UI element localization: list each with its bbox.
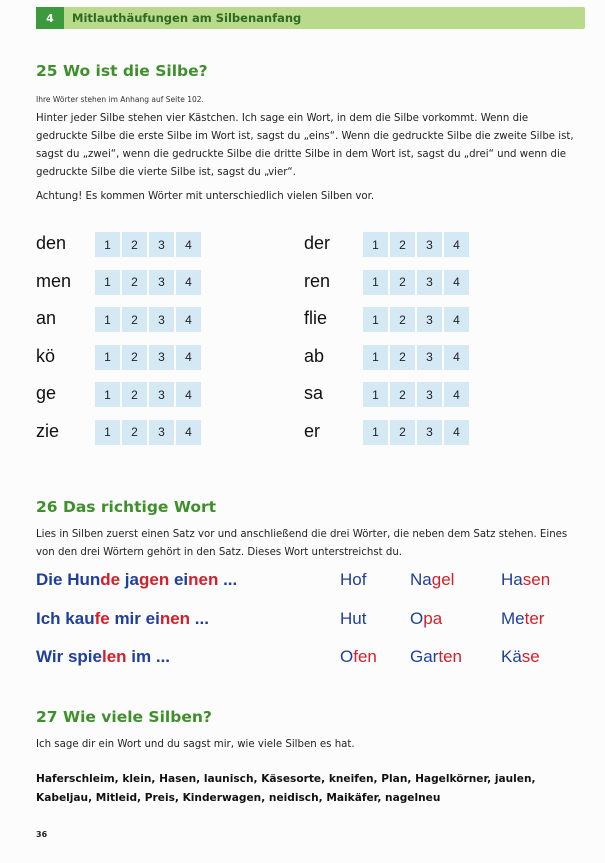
number-box-group bbox=[95, 345, 201, 370]
number-box-3[interactable]: 3 bbox=[417, 307, 442, 332]
number-box-3[interactable]: 3 bbox=[149, 345, 174, 370]
syllable-segment: ei bbox=[145, 609, 160, 628]
number-box-1[interactable]: 1 bbox=[95, 382, 120, 407]
syllable-segment: O bbox=[340, 647, 354, 666]
section-27-title: 27 Wie viele Silben? bbox=[36, 708, 212, 726]
number-box-group bbox=[363, 420, 469, 445]
number-box-1[interactable]: 1 bbox=[363, 232, 388, 257]
syllable-segment: Hun bbox=[67, 570, 101, 589]
syllable-left-3: an bbox=[36, 308, 57, 328]
number-box-2[interactable]: 2 bbox=[390, 420, 415, 445]
number-box-4[interactable]: 4 bbox=[176, 382, 201, 407]
syllable-left-2: men bbox=[36, 270, 72, 291]
number-box-4[interactable]: 4 bbox=[444, 382, 469, 407]
word-option-3-2[interactable] bbox=[410, 647, 462, 667]
chapter-title: Mitlauthäufungen am Silbenanfang bbox=[72, 11, 302, 25]
syllable-segment: ten bbox=[438, 647, 462, 666]
number-box-3[interactable]: 3 bbox=[417, 232, 442, 257]
number-box-2[interactable]: 2 bbox=[390, 345, 415, 370]
number-box-group bbox=[363, 382, 469, 407]
section-25-paragraph: Hinter jeder Silbe stehen vier Kästchen. Ich sage ein Wort, in dem die Silbe vorkommt. Wenn die gedruckte Silbe die erste Silbe im Wort ist, sagst du „eins“. Wenn die gedruckte Silbe die zweite Silbe ist, sagst du „zwei“, wenn die gedruckte Silbe die dritte Silbe in dem Wort ist, sagst du „drei“ und wenn die gedruckte Silbe die vierte Silbe ist, sagst du „vier“. bbox=[36, 113, 574, 178]
number-box-2[interactable]: 2 bbox=[122, 270, 147, 295]
syllable-segment: Gar bbox=[410, 647, 439, 666]
syllable-segment: fen bbox=[353, 647, 377, 666]
syllable-segment: Hut bbox=[340, 609, 367, 628]
section-26-paragraph: Lies in Silben zuerst einen Satz vor und anschließend die drei Wörter, die neben dem Satz stehen. Eines von den drei Wörtern gehört in den Satz. Dieses Wort unterstreichst du. bbox=[36, 529, 568, 558]
word-option-1-2[interactable] bbox=[410, 570, 454, 590]
syllable-right-5: sa bbox=[304, 383, 324, 403]
number-box-2[interactable]: 2 bbox=[390, 270, 415, 295]
sentence-2 bbox=[36, 609, 209, 629]
syllable-segment: ja bbox=[124, 570, 139, 589]
number-box-4[interactable]: 4 bbox=[176, 420, 201, 445]
word-option-2-2[interactable] bbox=[410, 609, 442, 629]
number-box-1[interactable]: 1 bbox=[95, 232, 120, 257]
syllable-left-6: zie bbox=[36, 420, 60, 441]
syllable-segment: nen bbox=[159, 609, 191, 628]
number-box-1[interactable]: 1 bbox=[363, 307, 388, 332]
number-box-1[interactable]: 1 bbox=[363, 270, 388, 295]
syllable-segment: ei bbox=[173, 570, 189, 589]
number-box-group bbox=[363, 345, 469, 370]
syllable-left-4: kö bbox=[36, 345, 56, 366]
syllable-segment: O bbox=[410, 609, 424, 628]
sentence-1 bbox=[36, 570, 237, 590]
number-box-1[interactable]: 1 bbox=[95, 420, 120, 445]
word-list-line-1: Haferschleim, klein, Hasen, launisch, Käsesorte, kneifen, Plan, Hagelkörner, jaulen, bbox=[36, 773, 536, 785]
syllable-segment: ... bbox=[218, 570, 238, 589]
syllable-segment: Ich bbox=[36, 609, 66, 628]
number-box-group bbox=[95, 382, 201, 407]
number-box-3[interactable]: 3 bbox=[417, 345, 442, 370]
number-box-3[interactable]: 3 bbox=[417, 270, 442, 295]
syllable-segment: Kä bbox=[501, 647, 522, 666]
number-box-1[interactable]: 1 bbox=[95, 307, 120, 332]
number-box-3[interactable]: 3 bbox=[417, 420, 442, 445]
number-box-3[interactable]: 3 bbox=[149, 307, 174, 332]
syllable-right-4: ab bbox=[304, 345, 325, 366]
syllable-segment: Me bbox=[501, 609, 525, 628]
syllable-left-5: ge bbox=[36, 383, 57, 403]
number-box-4[interactable]: 4 bbox=[444, 307, 469, 332]
syllable-segment: nen bbox=[188, 570, 219, 589]
number-box-3[interactable]: 3 bbox=[417, 382, 442, 407]
syllable-left-1: den bbox=[36, 233, 67, 253]
number-box-group bbox=[95, 232, 201, 257]
number-box-group bbox=[95, 307, 201, 332]
word-option-2-3[interactable] bbox=[501, 609, 544, 629]
syllable-segment: Ha bbox=[501, 570, 523, 589]
sentence-3 bbox=[36, 647, 170, 667]
number-box-4[interactable]: 4 bbox=[176, 345, 201, 370]
word-list-line-2: Kabeljau, Mitleid, Preis, Kinderwagen, neidisch, Maikäfer, nagelneu bbox=[36, 792, 441, 804]
section-25-note: Ihre Wörter stehen im Anhang auf Seite 102. bbox=[36, 95, 204, 104]
syllable-segment: de bbox=[100, 570, 125, 589]
syllable-segment: ... bbox=[190, 609, 209, 628]
number-box-group bbox=[95, 420, 201, 445]
number-box-group bbox=[363, 232, 469, 257]
number-box-4[interactable]: 4 bbox=[444, 270, 469, 295]
number-box-3[interactable]: 3 bbox=[149, 420, 174, 445]
syllable-segment: fe bbox=[94, 609, 115, 628]
number-box-1[interactable]: 1 bbox=[363, 382, 388, 407]
number-box-1[interactable]: 1 bbox=[363, 420, 388, 445]
syllable-segment: Wir bbox=[36, 647, 68, 666]
syllable-segment: gel bbox=[431, 570, 455, 589]
number-box-2[interactable]: 2 bbox=[390, 232, 415, 257]
number-box-group bbox=[363, 270, 469, 295]
word-option-1-3[interactable] bbox=[501, 570, 550, 590]
syllable-segment: gen bbox=[138, 570, 174, 589]
number-box-3[interactable]: 3 bbox=[149, 382, 174, 407]
number-box-group bbox=[95, 270, 201, 295]
number-box-2[interactable]: 2 bbox=[122, 420, 147, 445]
syllable-right-6: er bbox=[304, 420, 321, 441]
number-box-2[interactable]: 2 bbox=[390, 307, 415, 332]
syllable-segment: Die bbox=[36, 570, 68, 589]
syllable-segment: Na bbox=[410, 570, 432, 589]
number-box-4[interactable]: 4 bbox=[176, 270, 201, 295]
number-box-1[interactable]: 1 bbox=[95, 270, 120, 295]
syllable-segment: Hof bbox=[340, 570, 367, 589]
syllable-segment: spie bbox=[67, 647, 102, 666]
number-box-3[interactable]: 3 bbox=[149, 232, 174, 257]
word-option-1-1[interactable] bbox=[340, 570, 366, 590]
section-25-title: 25 Wo ist die Silbe? bbox=[36, 62, 208, 80]
syllable-segment: pa bbox=[423, 609, 443, 628]
section-25-warning: Achtung! Es kommen Wörter mit unterschiedlich vielen Silben vor. bbox=[36, 191, 375, 202]
syllable-segment: se bbox=[521, 647, 540, 666]
number-box-2[interactable]: 2 bbox=[122, 382, 147, 407]
syllable-segment: kau bbox=[65, 609, 95, 628]
number-box-4[interactable]: 4 bbox=[176, 307, 201, 332]
number-box-4[interactable]: 4 bbox=[176, 232, 201, 257]
word-option-3-3[interactable] bbox=[501, 647, 540, 667]
page-number: 36 bbox=[36, 830, 48, 839]
syllable-segment: mir bbox=[114, 609, 146, 628]
syllable-segment: ter bbox=[524, 609, 545, 628]
chapter-number: 4 bbox=[36, 7, 64, 29]
syllable-right-3: flie bbox=[304, 308, 328, 328]
section-26-title: 26 Das richtige Wort bbox=[36, 498, 217, 516]
syllable-segment: sen bbox=[522, 570, 551, 589]
word-option-3-1[interactable] bbox=[340, 647, 377, 667]
syllable-right-1: der bbox=[304, 233, 331, 253]
number-box-1[interactable]: 1 bbox=[363, 345, 388, 370]
number-box-2[interactable]: 2 bbox=[122, 232, 147, 257]
word-option-2-1[interactable] bbox=[340, 609, 366, 629]
syllable-segment: len bbox=[102, 647, 132, 666]
number-box-4[interactable]: 4 bbox=[444, 345, 469, 370]
syllable-segment: im ... bbox=[131, 647, 171, 666]
number-box-2[interactable]: 2 bbox=[122, 345, 147, 370]
number-box-2[interactable]: 2 bbox=[122, 307, 147, 332]
number-box-group bbox=[363, 307, 469, 332]
number-box-4[interactable]: 4 bbox=[444, 232, 469, 257]
section-27-paragraph: Ich sage dir ein Wort und du sagst mir, wie viele Silben es hat. bbox=[36, 739, 355, 750]
syllable-right-2: ren bbox=[304, 270, 331, 291]
number-box-1[interactable]: 1 bbox=[95, 345, 120, 370]
number-box-2[interactable]: 2 bbox=[390, 382, 415, 407]
number-box-4[interactable]: 4 bbox=[444, 420, 469, 445]
number-box-3[interactable]: 3 bbox=[149, 270, 174, 295]
